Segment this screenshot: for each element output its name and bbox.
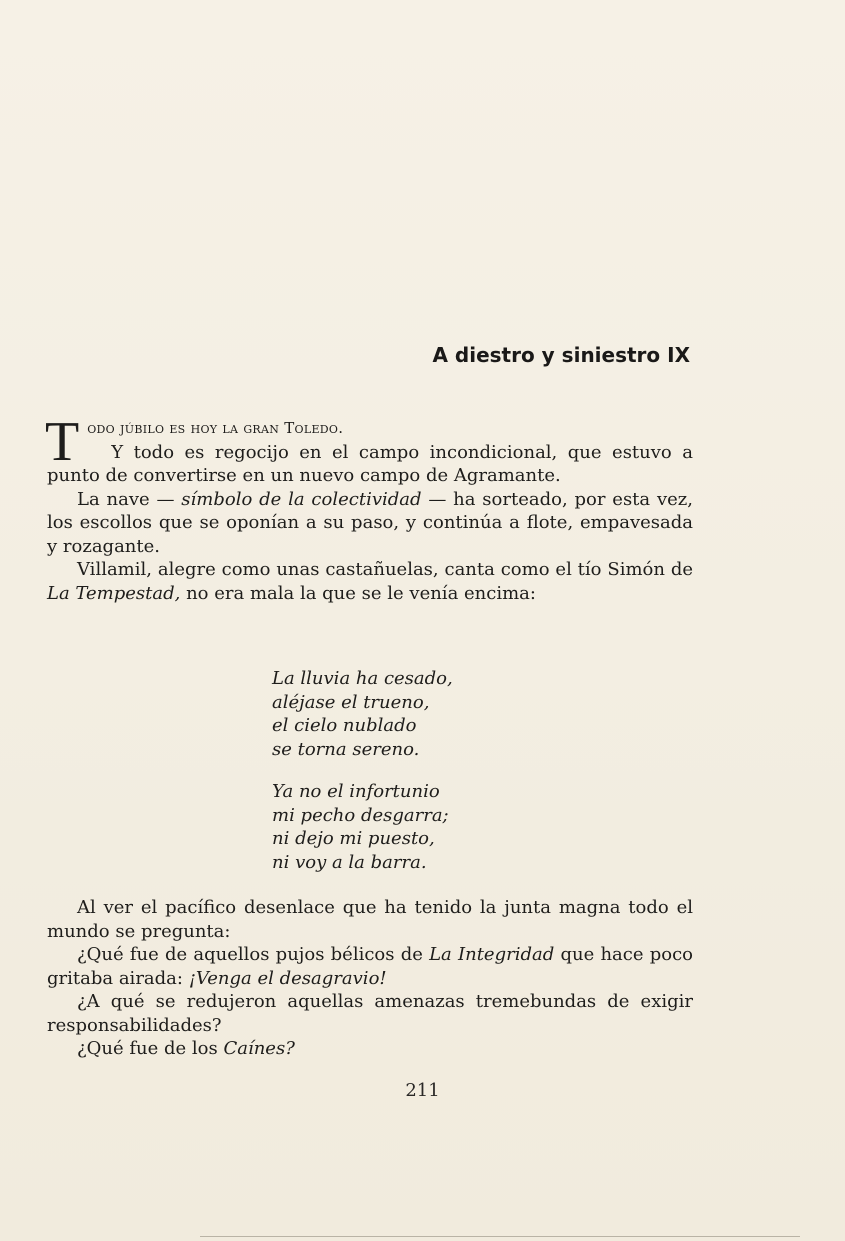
paragraph	[47, 1037, 693, 1061]
verse-line: el cielo nublado	[272, 715, 417, 736]
paragraph	[47, 943, 693, 990]
verse-line: ni dejo mi puesto,	[272, 828, 435, 849]
paragraph: Al ver el pacífico desenlace que ha tenido la junta magna todo el mundo se pregunta:	[47, 897, 693, 942]
chapter-heading: A diestro y siniestro IX	[432, 343, 690, 367]
italic-run: ¡Venga el desagravio!	[188, 967, 387, 989]
text-run: no era mala la que se le venía encima:	[180, 582, 536, 604]
text-run: que hace poco gritaba airada:	[47, 944, 693, 989]
text-run: La nave —	[77, 488, 182, 510]
paragraph: ¿A qué se redujeron aquellas amenazas tremebundas de exigir responsabilidades?	[47, 991, 693, 1036]
verse-line: mi pecho desgarra;	[272, 804, 449, 826]
verse-line: se torna sereno.	[272, 738, 420, 760]
text-run: — ha sorteado, por esta vez, los escollos que se oponían a su paso, y continúa a flote, empavesada y rozagante.	[47, 488, 693, 557]
verse-line: La lluvia ha cesado,	[272, 668, 453, 689]
italic-run: Caínes?	[223, 1038, 295, 1059]
verse-line: aléjase el trueno,	[272, 691, 430, 713]
page-number: 211	[405, 1080, 440, 1101]
text-run: ¿Qué fue de aquellos pujos bélicos de	[77, 944, 430, 965]
smallcaps-lead: odo júbilo es hoy la gran Toledo.	[87, 419, 344, 437]
verse-line: ni voy a la barra.	[272, 851, 427, 873]
first-paragraph	[45, 411, 693, 488]
opening-paragraphs	[45, 411, 693, 605]
paragraph-text: Y todo es regocijo en el campo incondicional, que estuvo a punto de convertirse en un nuevo campo de Agramante.	[47, 441, 693, 486]
verse-stanza-2	[272, 780, 449, 874]
text-run: Villamil, alegre como unas castañuelas, canta como el tío Simón de	[77, 559, 693, 580]
italic-run: La Tempestad,	[47, 582, 181, 604]
paragraph	[47, 558, 693, 605]
italic-run: La Integridad	[429, 944, 555, 965]
drop-cap: T	[45, 411, 80, 473]
text-run: ¿Qué fue de los	[77, 1038, 224, 1059]
verse-line: Ya no el infortunio	[272, 781, 440, 802]
italic-run: símbolo de la colectividad	[181, 488, 422, 510]
verse-stanza-1	[272, 667, 453, 761]
closing-paragraphs	[47, 896, 693, 1061]
page-edge-line	[200, 1236, 800, 1237]
paragraph	[47, 488, 693, 559]
